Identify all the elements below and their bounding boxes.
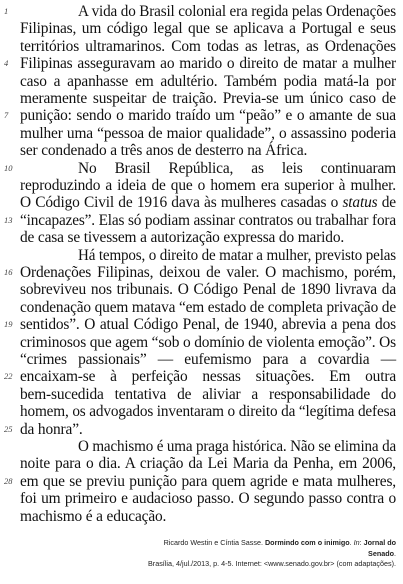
text-line [0,473,403,492]
text-line [0,125,403,144]
text-line [0,490,403,509]
line-text: caso a apanhasse em adultério. Também podia matá-la por [20,72,396,90]
text-line [0,334,403,353]
text-line [0,142,403,161]
line-text: bem-sucedida tentativa de aliviar a responsabilidade do [20,385,396,403]
line-text: homem, os advogados inventaram o direito da “legítima defesa [20,403,396,421]
line-text: territórios ultramarinos. Com todas as letras, as Ordenações [20,37,396,55]
text-line [0,194,403,213]
line-text: em que se previu punição para quem agride e mata mulheres, [20,472,396,490]
line-number: 10 [4,162,13,173]
line-text: reproduzindo a ideia de que o homem era superior à mulher. [20,177,396,194]
line-text: encaixam-se à perfeição nessas situações. Em outra [20,368,396,386]
line-text: condenação quem matava “em estado de completa privação de [20,298,396,316]
line-number: 25 [4,423,13,434]
text-line [0,38,403,57]
text-line [0,455,403,474]
text-line [0,160,403,179]
line-text: O machismo é uma praga histórica. Não se elimina da [78,438,396,455]
line-text: Há tempos, o direito de matar a mulher, previsto pelas [78,246,396,264]
text-line [0,403,403,422]
text-line [0,438,403,457]
line-number: 28 [4,475,13,486]
text-line [0,177,403,196]
source-in-label: In [353,538,360,547]
text-line [0,368,403,387]
line-text: punição: sendo o marido traído um “peão” e o amante de sua [20,107,396,125]
line-number: 7 [4,110,9,121]
line-text: ser condenado a três anos de desterro na África. [20,142,308,160]
text-line [0,421,403,440]
line-number: 13 [4,214,13,225]
source-journal: Jornal do Senado [363,538,396,558]
line-text: da honra”. [20,420,83,438]
text-line [0,316,403,335]
text-line [0,212,403,231]
text-line [0,247,403,266]
line-text: A vida do Brasil colonial era regida pelas Ordenações [78,3,396,20]
line-text: criminosos que agem “sob o domínio de violenta emoção”. Os [20,333,396,351]
text-line [0,264,403,283]
text-line [0,281,403,300]
text-line [0,3,403,22]
text-line [0,73,403,92]
line-text: Filipinas, um código legal que se aplicava a Portugal e seus [20,20,396,38]
source-citation: Ricardo Westin e Cíntia Sasse. Dormindo com o inimigo. In: Jornal do Senado. Brasília, 4/jul./2013, p. 4-5. Internet: <www.senado.gov.br> (com adaptações). [148,538,396,568]
line-text: “crimes passionais” — eufemismo para a covardia — [20,351,396,368]
line-text: Ordenações Filipinas, deixou de valer. O machismo, porém, [20,264,396,281]
line-number: 16 [4,267,13,277]
line-text: No Brasil República, as leis continuaram [78,159,396,177]
italic-term: status [342,194,378,212]
text-line [0,90,403,109]
source-authors: Ricardo Westin e Cíntia Sasse. [163,538,265,547]
text-line [0,229,403,248]
line-number: 22 [4,371,13,382]
line-text: Filipinas asseguravam ao marido o direito de matar a mulher [20,55,396,73]
line-text: sentidos”. O atual Código Penal, de 1940, abrevia a pena dos [20,316,396,334]
source-article-title: Dormindo com o inimigo [264,538,350,547]
line-text: de casa se tivessem a autorização expressa do marido. [20,229,345,247]
line-text: “incapazes”. Elas só podiam assinar contratos ou trabalhar fora [20,211,396,229]
line-text: meramente suspeitar de traição. Previa-se um único caso de [20,90,396,107]
line-text: foi um primeiro e audacioso passo. O segundo passo contra o [20,490,396,508]
text-line [0,386,403,405]
line-number: 1 [4,6,9,16]
source-details: Brasília, 4/jul./2013, p. 4-5. Internet: <www.senado.gov.br> (com adaptações). [148,559,396,568]
line-number: 4 [4,58,9,69]
line-text: O Código Civil de 1916 dava às mulheres casadas o status de [20,194,396,212]
line-text: machismo é a educação. [20,507,167,525]
text-line [0,20,403,39]
line-number: 19 [4,319,13,330]
text-line [0,55,403,74]
line-text: noite para o dia. A criação da Lei Maria da Penha, em 2006, [20,455,396,473]
text-line [0,508,403,527]
line-text: mulher uma “pessoa de maior qualidade”, o assassino poderia [20,124,396,142]
text-line [0,107,403,126]
text-line [0,351,403,370]
line-text: sobreviveu nos tribunais. O Código Penal de 1890 livrava da [20,281,396,299]
text-line [0,299,403,318]
